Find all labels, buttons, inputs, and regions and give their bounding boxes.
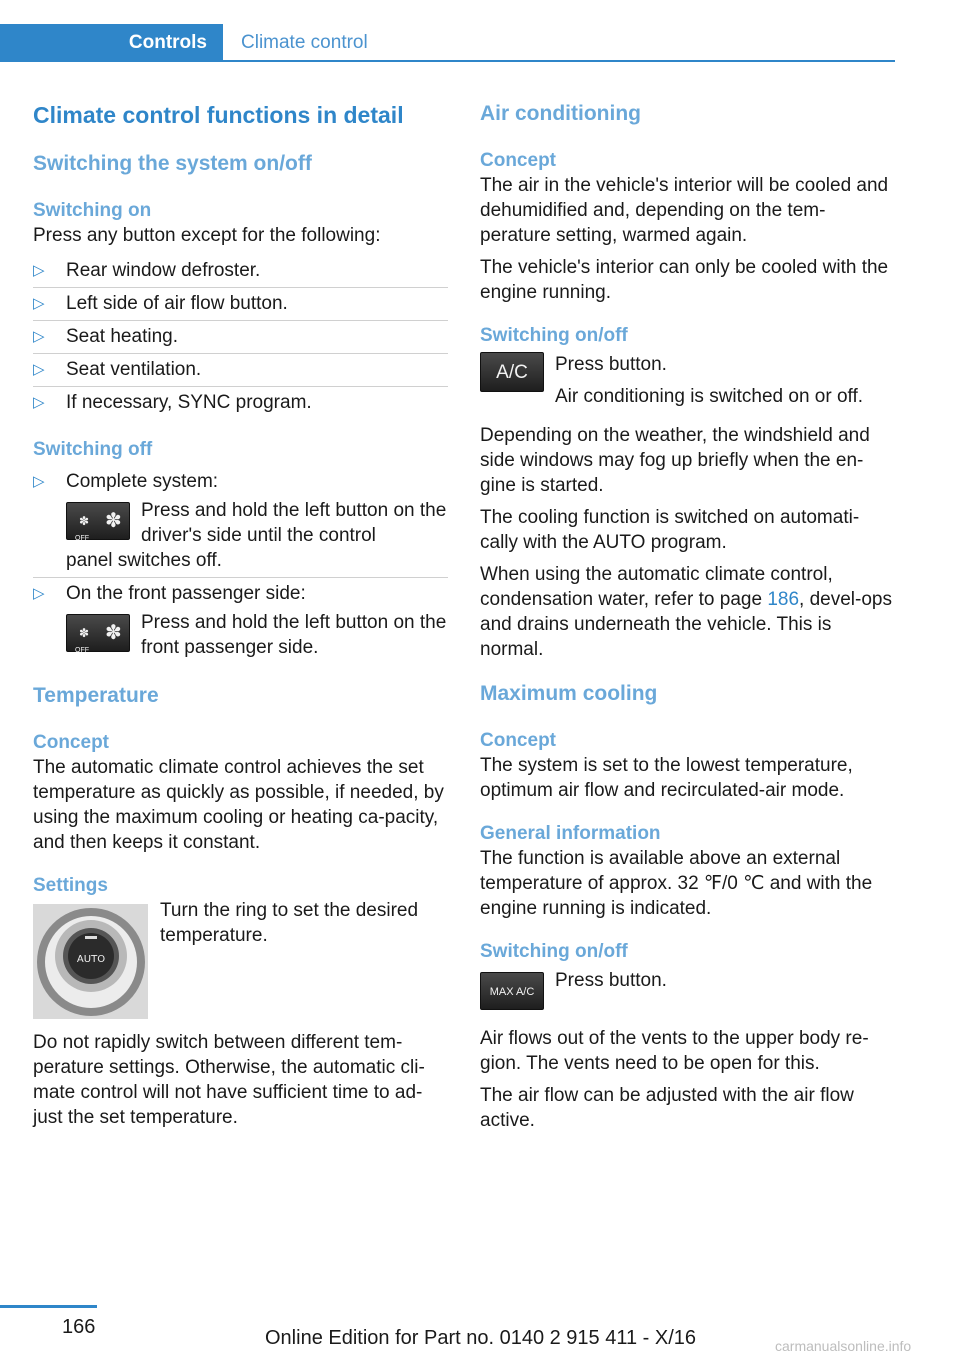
page-number: 166	[62, 1316, 96, 1338]
triangle-bullet-icon: ▷	[33, 328, 45, 345]
driver-off-button-row: ✽ OFF ✽ Press and hold the left button on the driver's side until the control	[66, 498, 448, 548]
list-item: ▷ Rear window defroster.	[33, 255, 448, 288]
header-rule	[223, 60, 895, 62]
fan-off-button-image: ✽ OFF ✽	[66, 614, 130, 652]
list-item: ▷ Seat heating.	[33, 321, 448, 354]
switching-on-heading: Switching on	[33, 200, 152, 221]
switching-system-title: Switching the system on/off	[33, 152, 312, 175]
chapter-tab-climate-control[interactable]: Climate control	[241, 32, 368, 53]
triangle-bullet-icon: ▷	[33, 394, 45, 411]
svg-text:AUTO: AUTO	[76, 954, 106, 965]
ac-p3: When using the automatic climate control, condensation water, refer to page 186, devel‐ops and drains underneath the vehicle. This is normal.	[480, 564, 892, 660]
passenger-off-button-row: ✽ OFF ✽ Press and hold the left button on the front passenger side.	[66, 610, 448, 660]
max-ac-button-row: MAX A/C Press button.	[480, 968, 895, 1018]
max-concept-heading: Concept	[480, 730, 556, 751]
fan-large-icon: ✽	[105, 622, 122, 644]
list-item: ▷ Complete system: ✽ OFF ✽ Press and hold the left button on the driver's side until the control panel switches off.	[33, 466, 448, 578]
temperature-ring-image	[33, 904, 148, 1019]
list-item: ▷ Seat ventilation.	[33, 354, 448, 387]
temperature-concept-text: The automatic climate control achieves the set temperature as quickly as possible, if needed, by using the maximum cooling or heating ca‐pacity, and then keeps it constant.	[33, 757, 444, 853]
section-tab-controls[interactable]: Controls	[0, 24, 223, 62]
section-title: Climate control functions in detail	[33, 102, 404, 128]
list-item: ▷ If necessary, SYNC program.	[33, 392, 312, 413]
header-bar	[0, 24, 895, 62]
triangle-bullet-icon: ▷	[33, 262, 45, 279]
ac-button-image: A/C	[480, 352, 544, 392]
max-concept-text: The system is set to the lowest temperature, optimum air flow and recirculated-air mode.	[480, 755, 853, 801]
watermark: carmanualsonline.info	[775, 1338, 912, 1354]
triangle-bullet-icon: ▷	[33, 295, 45, 312]
fan-small-icon: ✽	[79, 626, 90, 640]
list-item: ▷ Left side of air flow button.	[33, 288, 448, 321]
triangle-bullet-icon: ▷	[33, 361, 45, 378]
list-item: ▷ On the front passenger side: ✽ OFF ✽ Press and hold the left button on the front passenger side.	[33, 583, 447, 658]
max-switch-heading: Switching on/off	[480, 941, 628, 962]
ac-concept-heading: Concept	[480, 150, 556, 171]
ac-p2: The cooling function is switched on automati‐cally with the AUTO program.	[480, 507, 860, 553]
fan-large-icon: ✽	[105, 510, 122, 532]
ac-button-row: A/C Press button. Air conditioning is switched on or off.	[480, 352, 895, 409]
ac-concept-p1: The air in the vehicle's interior will be cooled and dehumidified and, depending on the tem‐perature setting, warmed again.	[480, 175, 889, 246]
edition-footer: Online Edition for Part no. 0140 2 915 411 - X/16	[265, 1327, 697, 1349]
right-column	[480, 100, 895, 1140]
ac-concept-p2: The vehicle's interior can only be cooled with the engine running.	[480, 257, 889, 303]
triangle-bullet-icon: ▷	[33, 585, 45, 602]
settings-text: Turn the ring to set the desired temperature.	[160, 900, 419, 946]
page-reference-link[interactable]: 186	[767, 589, 800, 610]
fan-off-button-image: ✽ OFF ✽	[66, 502, 130, 540]
temperature-ring-row	[33, 898, 448, 1016]
page-number-rule	[0, 1305, 97, 1308]
air-conditioning-title: Air conditioning	[480, 102, 641, 125]
max-p2: The air flow can be adjusted with the air flow active.	[480, 1085, 854, 1131]
triangle-bullet-icon: ▷	[33, 473, 45, 490]
ac-switch-heading: Switching on/off	[480, 325, 628, 346]
switching-on-intro: Press any button except for the following:	[33, 225, 381, 246]
max-ac-button-image: MAX A/C	[480, 972, 544, 1010]
left-column	[33, 100, 448, 1137]
max-p1: Air flows out of the vents to the upper body re‐gion. The vents need to be open for this.	[480, 1028, 869, 1074]
temperature-concept-heading: Concept	[33, 732, 109, 753]
switching-off-list	[33, 466, 448, 664]
general-info-heading: General information	[480, 823, 661, 844]
temperature-warning-text: Do not rapidly switch between different tem‐perature settings. Otherwise, the automatic cli‐mate control will not have sufficient time to ad‐just the set temperature.	[33, 1032, 425, 1128]
general-info-text: The function is available above an external temperature of approx. 32 ℉/0 ℃ and with the engine running is indicated.	[480, 848, 873, 919]
temperature-title: Temperature	[33, 684, 159, 707]
switching-off-heading: Switching off	[33, 439, 153, 460]
ac-p1: Depending on the weather, the windshield and side windows may fog up briefly when the en‐gine is started.	[480, 425, 870, 496]
settings-heading: Settings	[33, 875, 108, 896]
switching-on-list	[33, 255, 448, 419]
maximum-cooling-title: Maximum cooling	[480, 682, 658, 705]
fan-small-icon: ✽	[79, 514, 90, 528]
temperature-ring-icon	[33, 904, 148, 1019]
